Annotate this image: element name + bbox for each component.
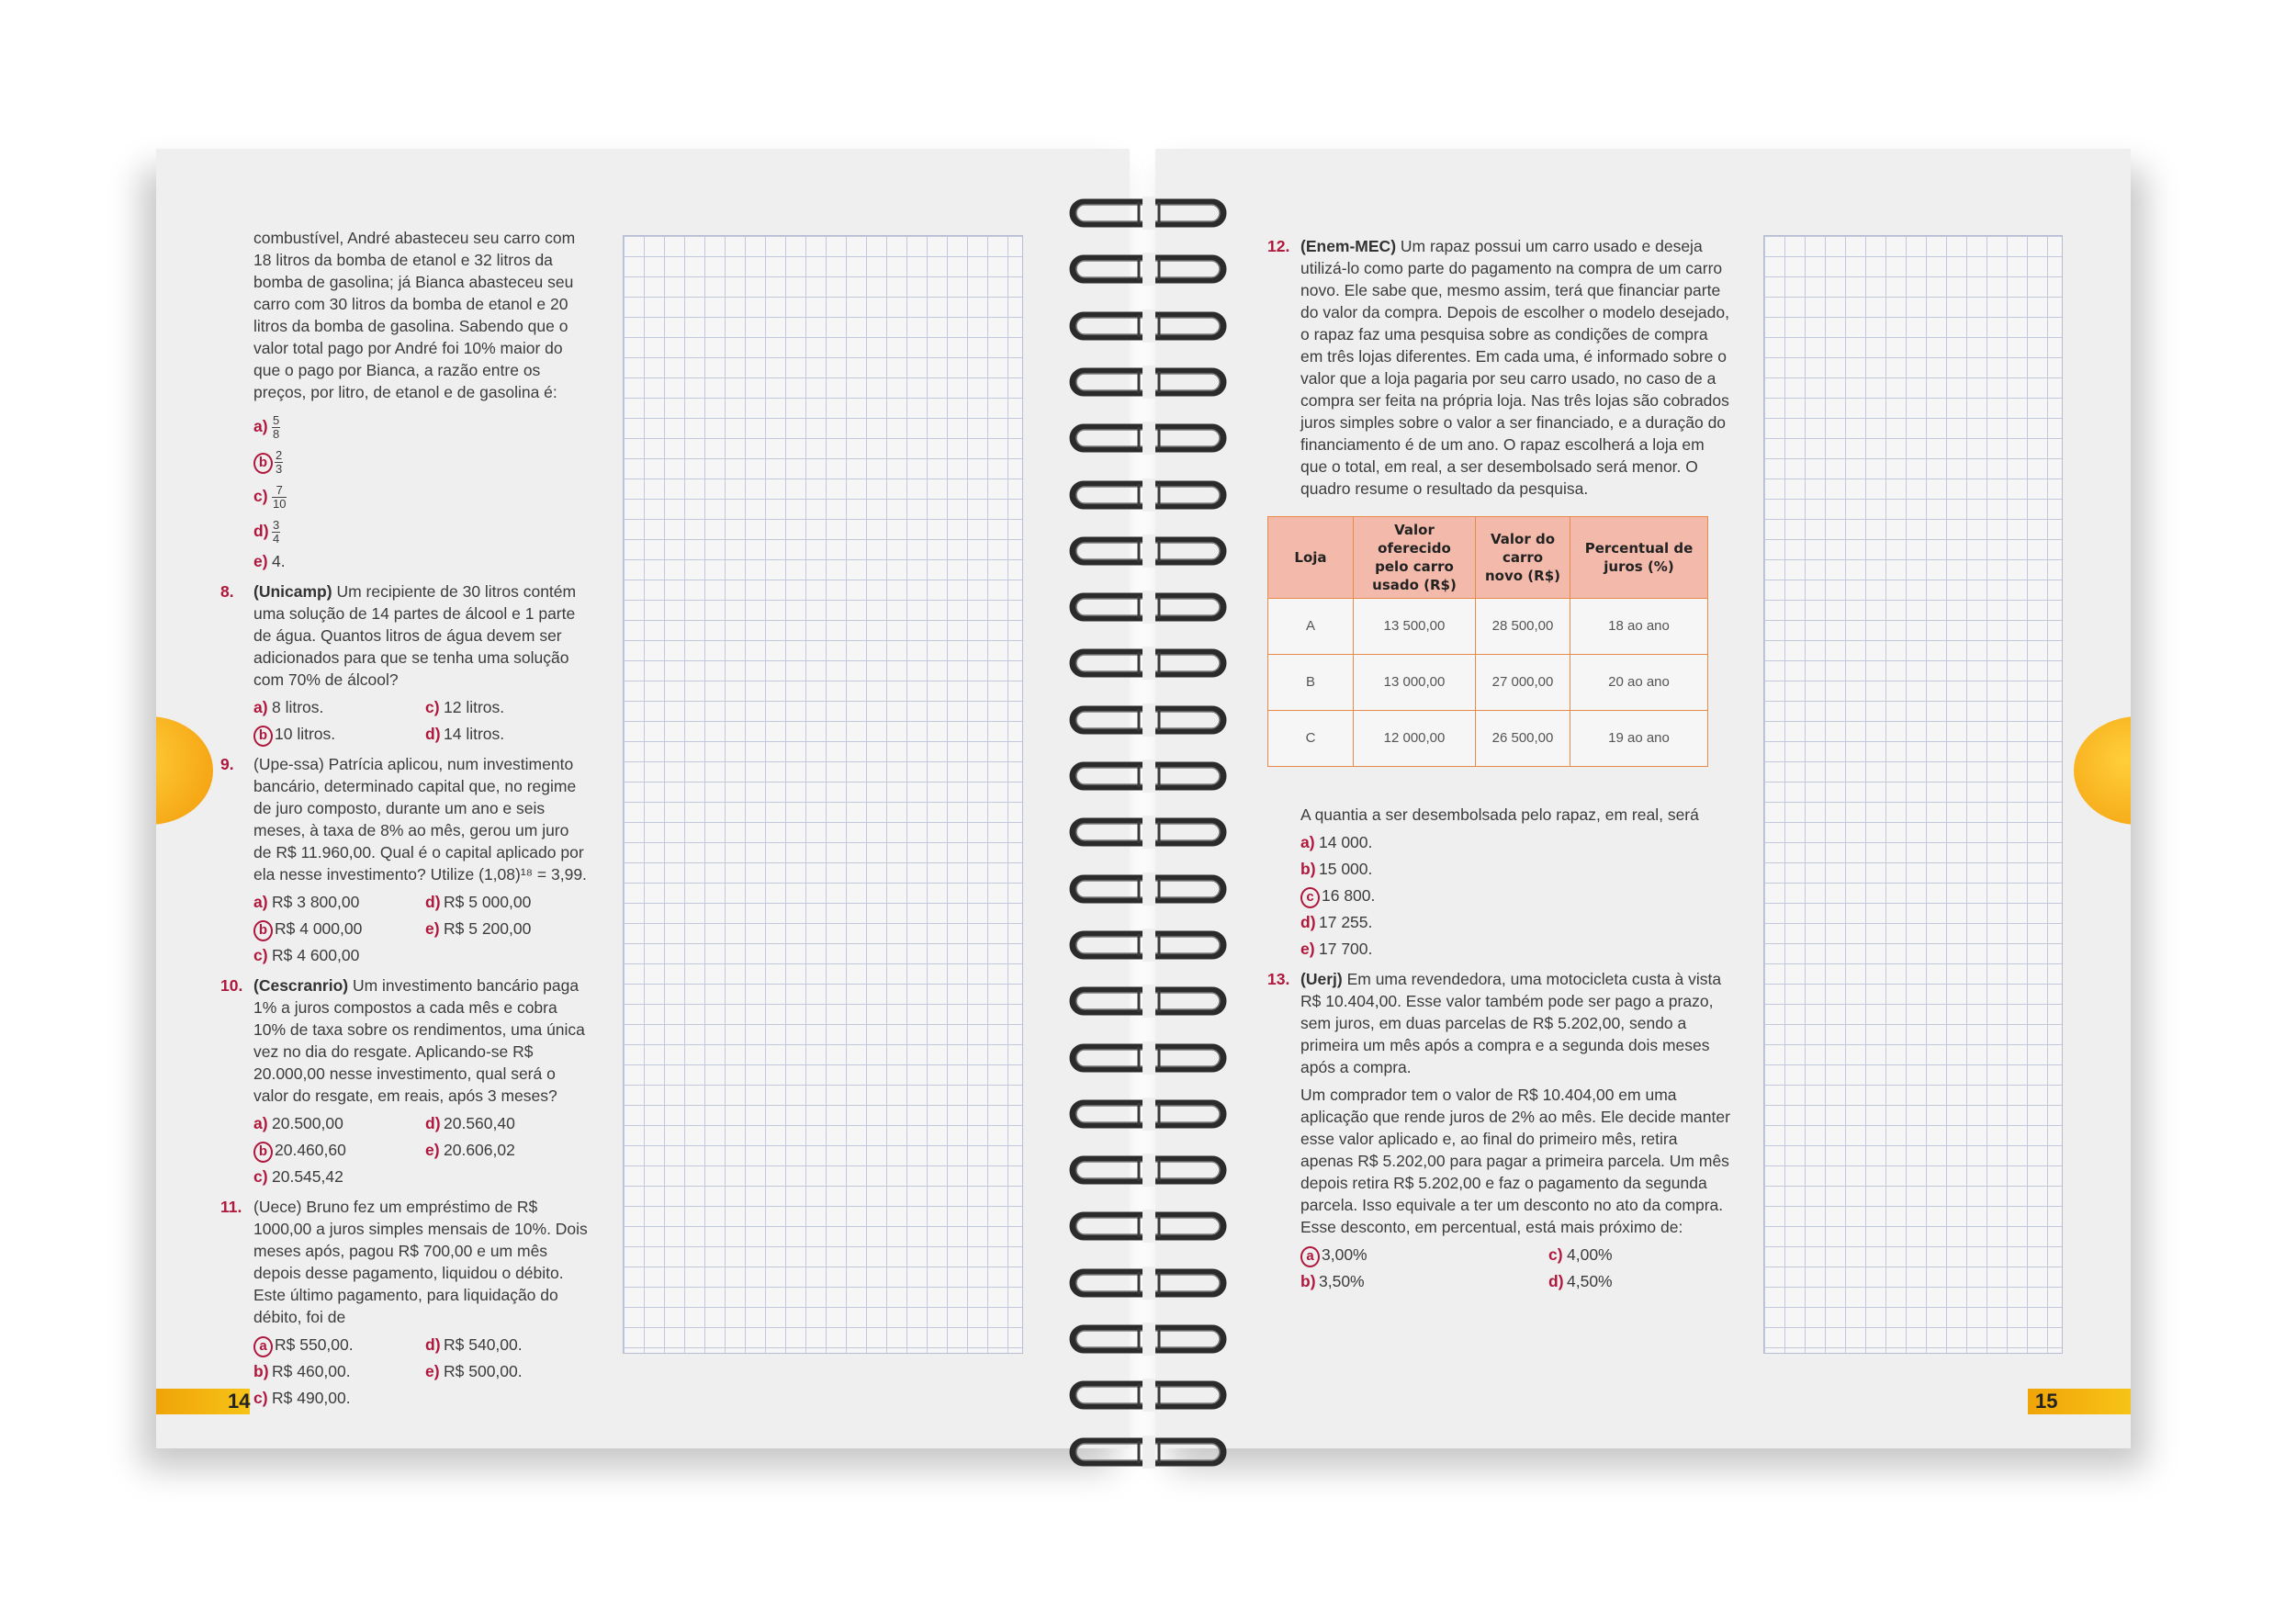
question-12-prompt: A quantia a ser desembolsada pelo rapaz, em real, será: [1300, 805, 1699, 824]
question-11: 11. (Uece) Bruno fez um empréstimo de R$ 1000,00 a juros simples mensais de 10%. Dois meses após, pagou R$ 700,00 e um mês depois desse pagamento, liquidou o débito. Este último pagamento, para liquidação do débito, foi de a R$ 550,00. d) R$ 540,00. b) R$ 460,00. e) R$ 500,00. c) R$ 490,00.: [220, 1198, 588, 1407]
option: d) $\frac{3}{4}$: [253, 517, 280, 546]
answer-circle: b: [253, 1142, 273, 1163]
question-8: 8. (Unicamp) Um recipiente de 30 litros contém uma solução de 14 partes de álcool e 1 parte de água. Quantos litros de água devem ser adicionados para que se tenha uma solução com 70% de álcool? a) 8 litros. c) 12 litros. b 10 litros. d) 14 litros.: [220, 580, 588, 748]
option: a) $\frac{5}{8}$: [253, 412, 280, 441]
spiral-coil: [1067, 1096, 1229, 1132]
spiral-coil: [1067, 814, 1229, 850]
answer-circle: c: [1300, 887, 1320, 908]
spiral-coil: [1067, 1321, 1229, 1357]
page-number: 14: [228, 1390, 251, 1413]
option: c) $\frac{7}{10}$: [253, 482, 287, 511]
spiral-coil: [1067, 702, 1229, 738]
left-page: [156, 149, 1130, 1448]
spiral-coil: [1067, 364, 1229, 400]
spiral-coil: [1067, 758, 1229, 794]
intro-options: [253, 409, 588, 575]
option: e) 4.: [253, 552, 286, 570]
table-row: C 12 000,00 26 500,00 19 ao ano: [1268, 711, 1708, 767]
table-row: A 13 500,00 28 500,00 18 ao ano: [1268, 599, 1708, 655]
spiral-coil: [1067, 420, 1229, 456]
left-column: [220, 227, 588, 1413]
left-grid-area: [623, 235, 1023, 1354]
spiral-coil: [1067, 1434, 1229, 1470]
right-page: [1155, 149, 2131, 1448]
answer-circle: a: [1300, 1246, 1320, 1267]
intro-text: combustível, André abasteceu seu carro com 18 litros da bomba de etanol e 32 litros da bomba de gasolina; já Bianca abasteceu seu carro com 30 litros da bomba de etanol e 20 litros da bomba de gasolina. Sabendo que o valor total pago por André foi 10% maior do que o pago por Bianca, a razão entre os preços, por litro, de etanol e de gasolina é:: [253, 229, 576, 401]
table-header: Loja: [1268, 517, 1354, 599]
spiral-coil: [1067, 1377, 1229, 1413]
table-header: Valor do carro novo (R$): [1476, 517, 1570, 599]
spiral-coil: [1067, 308, 1229, 344]
page-number: 15: [2035, 1390, 2058, 1413]
spiral-coil: [1067, 195, 1229, 231]
spiral-coil: [1067, 645, 1229, 681]
question-13: 13. (Uerj) Em uma revendedora, uma motocicleta custa à vista R$ 10.404,00. Esse valor também pode ser pago a prazo, sem juros, em duas parcelas de R$ 5.202,00, sendo a primeira um mês após a compra e a segunda dois meses após a compra. Um comprador tem o valor de R$ 10.404,00 em uma aplicação que rende juros de 2% ao mês. Ele decide manter esse valor aplicado e, ao final do primeiro mês, retira apenas R$ 5.202,00 para pagar a primeira parcela. Um mês depois retira R$ 5.202,00 e faz o pagamento da segunda parcela. Isso equivale a ter um desconto no ato da compra. Esse desconto, em percentual, está mais próximo de: a 3,00% c) 4,00% b) 3,50% d) 4,50%: [1267, 970, 1730, 1290]
question-10: 10. (Cescranrio) Um investimento bancário paga 1% a juros compostos a cada mês e cobra 10% de taxa sobre os rendimentos, uma única vez no dia do resgate. Aplicando-se R$ 20.000,00 nesse investimento, qual será o valor do resgate, em reais, após 3 meses? a) 20.500,00 d) 20.560,40 b 20.460,60 e) 20.606,02 c) 20.545,42: [220, 976, 585, 1186]
spiral-coil: [1067, 533, 1229, 569]
spiral-coil: [1067, 477, 1229, 513]
left-page-tab: [156, 716, 213, 825]
spiral-coil: [1067, 871, 1229, 907]
question-12: 12. (Enem-MEC) Um rapaz possui um carro usado e deseja utilizá-lo como parte do pagamento na compra de um carro novo. Ele sabe que, mesmo assim, terá que financiar parte do valor da compra. Depois de escolher o modelo desejado, o rapaz faz uma pesquisa sobre as condições de compra em três lojas diferentes. Em cada uma, é informado sobre o valor que a loja pagaria por seu carro usado, no caso de a compra ser feita na própria loja. Nas três lojas são cobrados juros simples sobre o valor a ser financiado, e a duração do financiamento é de um ano. O rapaz escolherá a loja em que o total, em real, a ser desembolsado será menor. O quadro resume o resultado da pesquisa.: [1267, 237, 1729, 498]
spiral-coil: [1067, 983, 1229, 1019]
table-header: Percentual de juros (%): [1570, 517, 1708, 599]
spiral-coil: [1067, 1265, 1229, 1301]
right-column: 12. (Enem-MEC) Um rapaz possui um carro usado e deseja utilizá-lo como parte do pagamento na compra de um carro novo. Ele sabe que, mesmo assim, terá que financiar parte do valor da compra. Depois de escolher o modelo desejado, o rapaz faz uma pesquisa sobre as condições de compra em três lojas diferentes. Em cada uma, é informado sobre o valor que a loja pagaria por seu carro usado, no caso de a compra ser feita na própria loja. Nas três lojas são cobrados juros simples sobre o valor a ser financiado, e a duração do financiamento é de um ano. O rapaz escolherá a loja em que o total, em real, a ser desembolsado será menor. O quadro resume o resultado da pesquisa. Loja Valor oferecido pelo carro usado (R$) Valor do carro novo (R$) Percentual de juros (%) A 13 500,00 28 500,00 18 ao ano B 13 000,00 27 000,00 20 ao ano C 12 000,00 26 500,00 19 ao ano A quantia a ser desembolsada pelo rapaz, em real, será a) 14 000. b) 15 000. c 16 800. d) 17 255. e) 17 700. 13. (Uerj) Em uma revendedora, uma motocicleta custa à vista R$ 10.404,00. Esse valor também pode ser pago a prazo, sem juros, em duas parcelas de R$ 5.202,00, sendo a primeira um mês após a compra e a segunda dois meses após a compra. Um comprador tem o valor de R$ 10.404,00 em uma aplicação que rende juros de 2% ao mês. Ele decide manter esse valor aplicado e, ao final do primeiro mês, retira apenas R$ 5.202,00 para pagar a primeira parcela. Um mês depois retira R$ 5.202,00 e faz o pagamento da segunda parcela. Isso equivale a ter um desconto no ato da compra. Esse desconto, em percentual, está mais próximo de: a 3,00% c) 4,00% b) 3,50% d) 4,50%: [1267, 230, 1734, 1297]
spiral-coil: [1067, 589, 1229, 625]
table-header: Valor oferecido pelo carro usado (R$): [1354, 517, 1476, 599]
spiral-coil: [1067, 251, 1229, 287]
question-12-table: [1267, 516, 1708, 767]
spiral-coil: [1067, 1040, 1229, 1076]
answer-circle: b: [253, 920, 273, 941]
answer-circle: a: [253, 1336, 273, 1357]
table-row: B 13 000,00 27 000,00 20 ao ano: [1268, 655, 1708, 711]
right-grid-area: [1763, 235, 2063, 1354]
right-page-tab: [2074, 716, 2131, 825]
question-9: 9. (Upe-ssa) Patrícia aplicou, num investimento bancário, determinado capital que, no regime de juro composto, durante um ano e seis meses, à taxa de 8% ao mês, gerou um juro de R$ 11.960,00. Qual é o capital aplicado por ela nesse investimento? Utilize (1,08)¹⁸ = 3,99. a) R$ 3 800,00 d) R$ 5 000,00 b R$ 4 000,00 e) R$ 5 200,00 c) R$ 4 600,00: [220, 755, 587, 964]
spiral-coil: [1067, 1152, 1229, 1188]
answer-circle: b: [253, 453, 273, 474]
answer-circle: b: [253, 726, 273, 747]
spiral-coil: [1067, 1208, 1229, 1244]
option: b $\frac{2}{3}$: [253, 444, 588, 478]
spiral-coil: [1067, 927, 1229, 963]
